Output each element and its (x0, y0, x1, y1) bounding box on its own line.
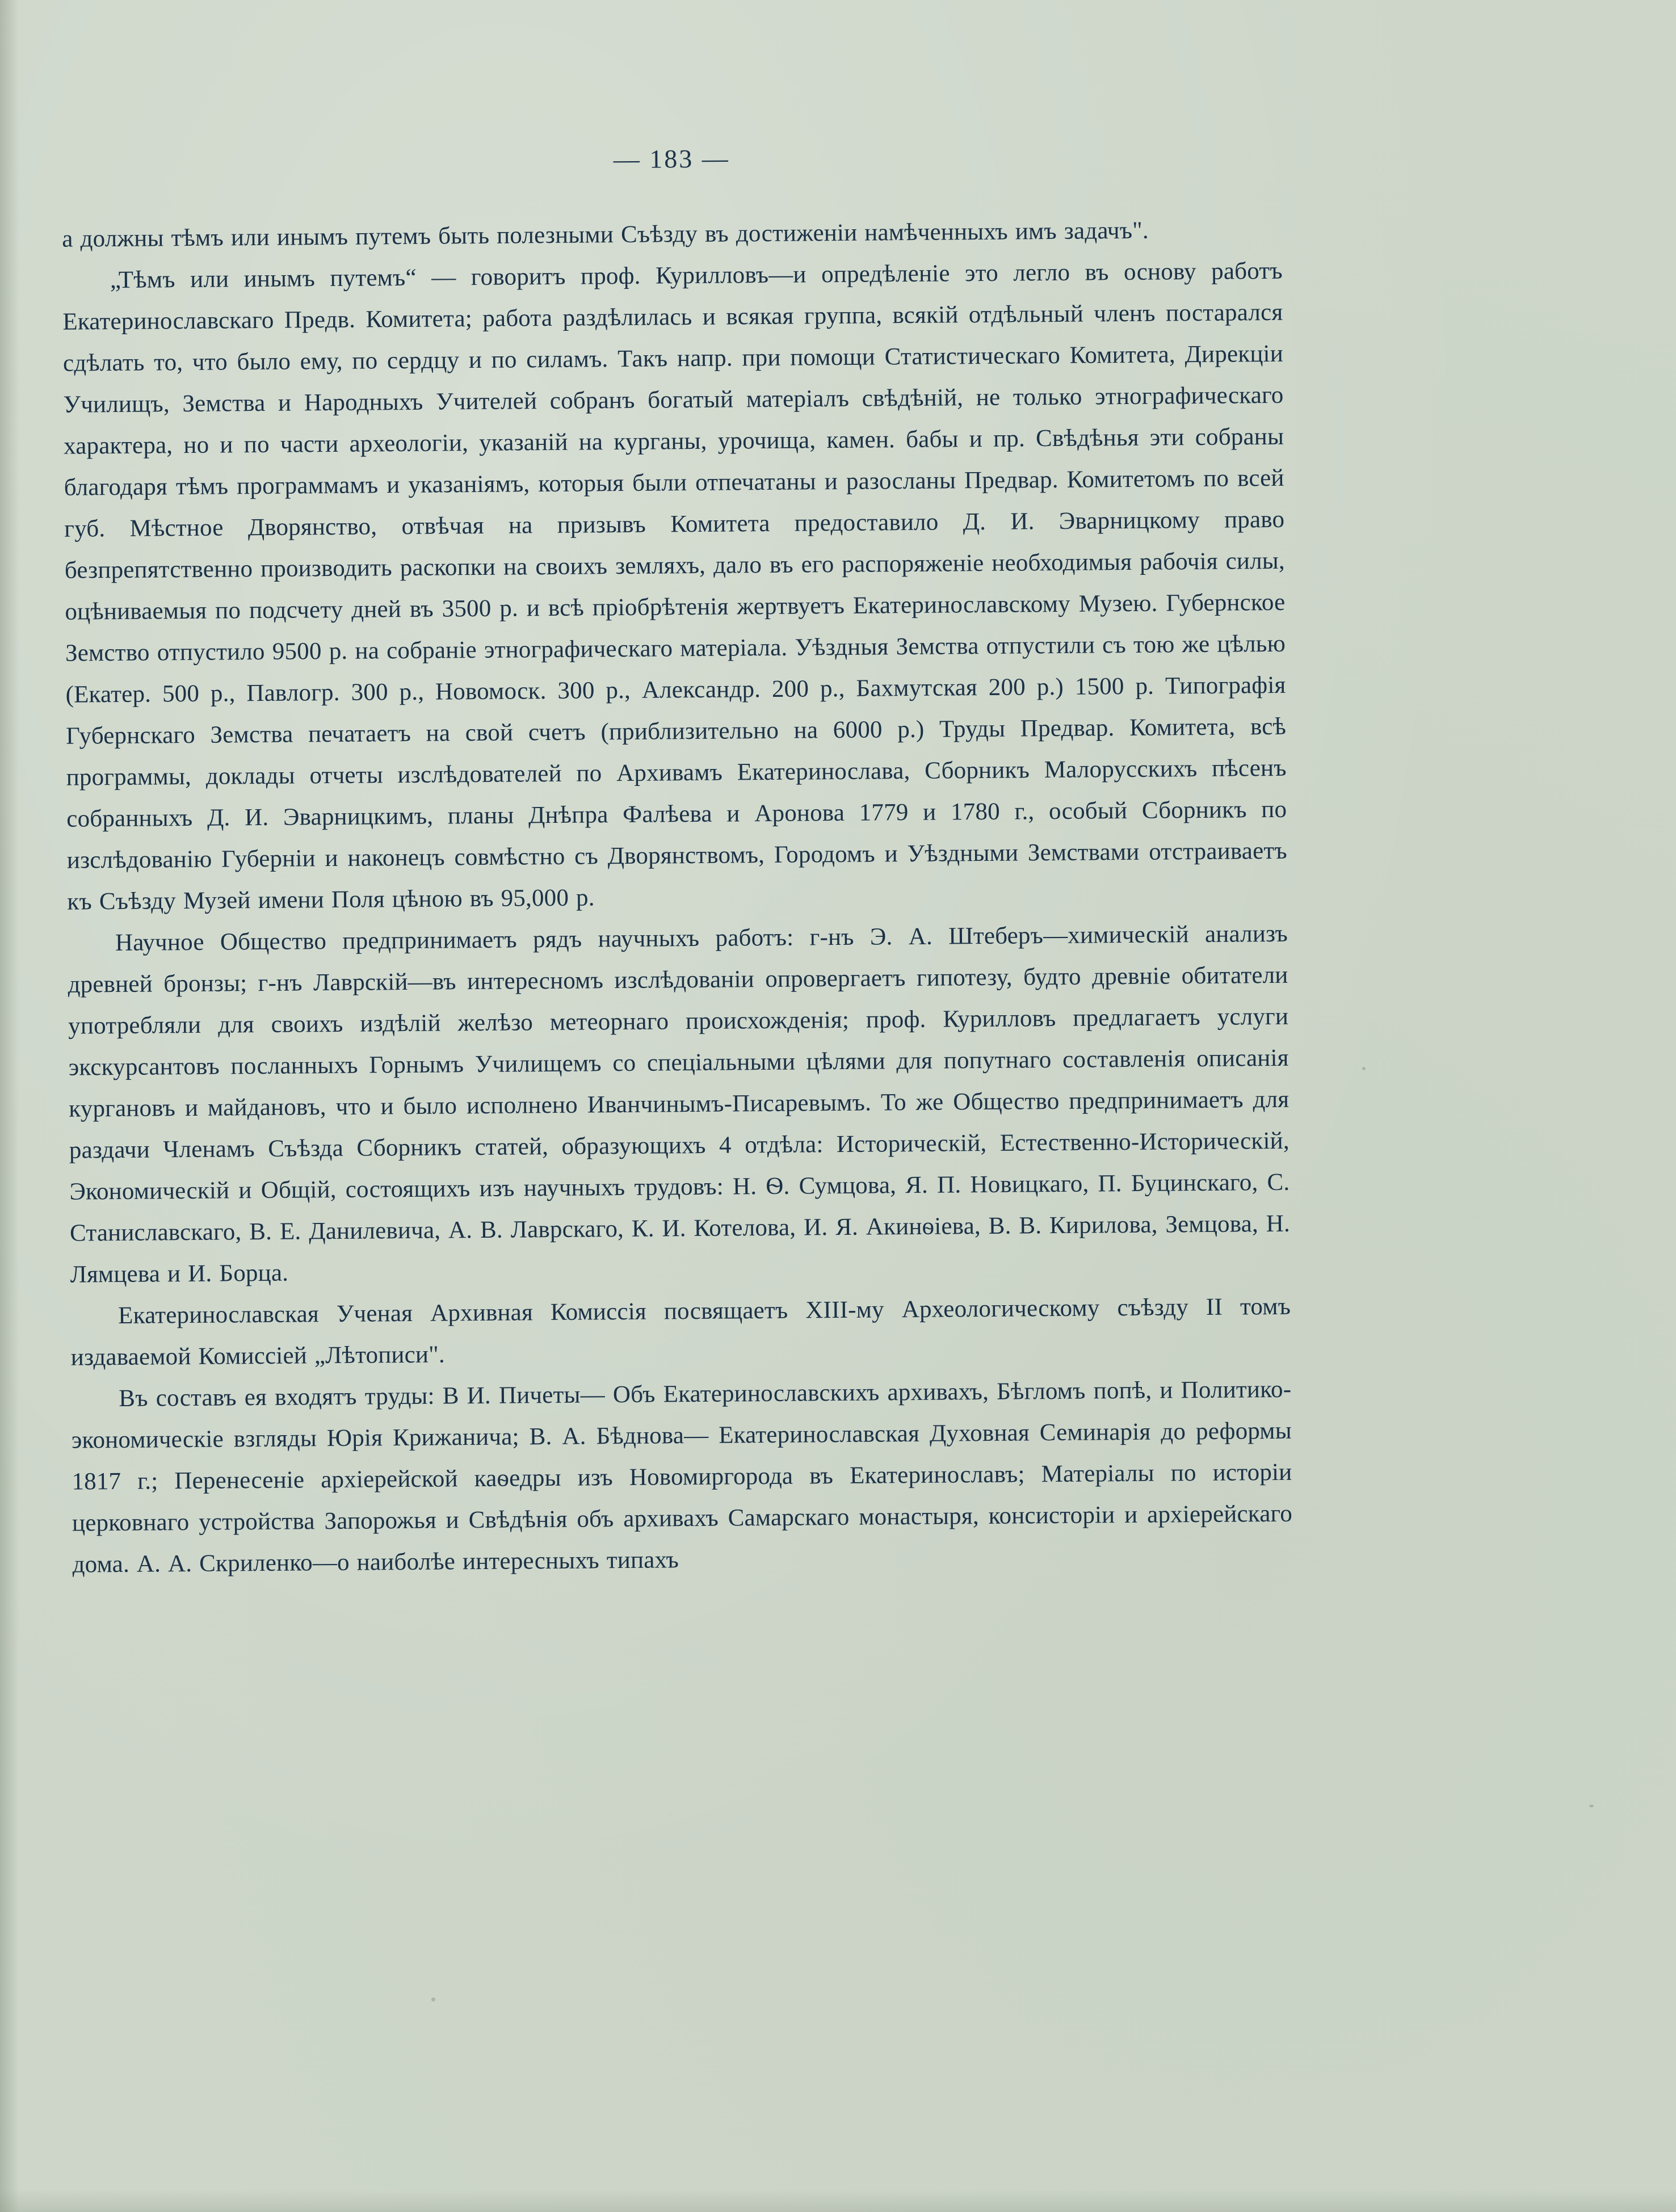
page-bottom-shadow (0, 2189, 1676, 2212)
paragraph: а должны тѣмъ или инымъ путемъ быть полезными Съѣзду въ достиженіи намѣченныхъ имъ задачъ". (62, 217, 1149, 253)
paragraph: Екатеринославская Ученая Архивная Комиссія посвящаетъ XIII-му Археологическому съѣзду II томъ издаваемой Комиссіей „Лѣтописи". (70, 1293, 1291, 1371)
page-left-shadow (0, 0, 19, 2212)
paragraph: Научное Общество предпринимаетъ рядъ научныхъ работъ: г-нъ Э. А. Штеберъ—химическій анализъ древней бронзы; г-нъ Лаврскій—въ интересномъ изслѣдованіи опровергаетъ гипотезу, будто древніе обитатели употребляли для своихъ издѣлій желѣзо метеорнаго происхожденія; проф. Курилловъ предлагаетъ услуги экскурсантовъ посланныхъ Горнымъ Училищемъ со спеціальными цѣлями для попутнаго составленія описанія кургановъ и майдановъ, что и было исполнено Иванчинымъ-Писаревымъ. То же Общество предпринимаетъ для раздачи Членамъ Съѣзда Сборникъ статей, образующихъ 4 отдѣла: Историческій, Естественно-Историческій, Экономическій и Общій, состоящихъ изъ научныхъ трудовъ: Н. Ѳ. Сумцова, Я. П. Новицкаго, П. Буцинскаго, С. Станиславскаго, В. Е. Данилевича, А. В. Лаврскаго, К. И. Котелова, И. Я. Акинѳіева, В. В. Кирилова, Земцова, Н. Лямцева и И. Борца. (68, 920, 1291, 1288)
page-content (61, 139, 1293, 1586)
paragraph: „Тѣмъ или инымъ путемъ“ — говоритъ проф. Курилловъ—и опредѣленіе это легло въ основу работъ Екатеринославскаго Предв. Комитета; работа раздѣлилась и всякая группа, всякій отдѣльный членъ постарался сдѣлать то, что было ему, по сердцу и по силамъ. Такъ напр. при помощи Статистическаго Комитета, Дирекціи Училищъ, Земства и Народныхъ Учителей собранъ богатый матеріалъ свѣдѣній, не только этнографическаго характера, но и по части археологіи, указаній на курганы, урочища, камен. бабы и пр. Свѣдѣнья эти собраны благодаря тѣмъ программамъ и указаніямъ, которыя были отпечатаны и разосланы Предвар. Комитетомъ по всей губ. Мѣстное Дворянство, отвѣчая на призывъ Комитета предоставило Д. И. Эварницкому право безпрепятственно производить раскопки на своихъ земляхъ, дало въ его распоряженіе необходимыя рабочія силы, оцѣниваемыя по подсчету дней въ 3500 р. и всѣ пріобрѣтенія жертвуетъ Екатеринославскому Музею. Губернское Земство отпустило 9500 р. на собраніе этнографическаго матеріала. Уѣздныя Земства отпустили съ тою же цѣлью (Екатер. 500 р., Павлогр. 300 р., Новомоск. 300 р., Александр. 200 р., Бахмутская 200 р.) 1500 р. Типографія Губернскаго Земства печатаетъ на свой счетъ (приблизительно на 6000 р.) Труды Предвар. Комитета, всѣ программы, доклады отчеты изслѣдователей по Архивамъ Екатеринослава, Сборникъ Малорусскихъ пѣсенъ собранныхъ Д. И. Эварницкимъ, планы Днѣпра Фалѣева и Аронова 1779 и 1780 г., особый Сборникъ по изслѣдованію Губерніи и наконецъ совмѣстно съ Дворянствомъ, Городомъ и Уѣздными Земствами отстраиваетъ къ Съѣзду Музей имени Поля цѣною въ 95,000 р. (62, 257, 1287, 915)
paragraph: Въ составъ ея входятъ труды: В И. Пичеты— Объ Екатеринославскихъ архивахъ, Бѣгломъ попѣ, и Политико-экономическіе взгляды Юрія Крижанича; В. А. Бѣднова— Екатеринославская Духовная Семинарія до реформы 1817 г.; Перенесеніе архіерейской каѳедры изъ Новомиргорода въ Екатеринославъ; Матеріалы по исторіи церковнаго устройства Запорожья и Свѣдѣнія объ архивахъ Самарскаго монастыря, консисторіи и архіерейскаго дома. А. А. Скриленко—о наиболѣе интересныхъ типахъ (71, 1376, 1293, 1578)
page-number: — 183 — (613, 144, 730, 174)
paper-speck (1589, 1805, 1594, 1807)
body-text (62, 209, 1293, 1586)
paper-speck (431, 1997, 435, 2001)
paper-speck (1362, 1067, 1366, 1070)
